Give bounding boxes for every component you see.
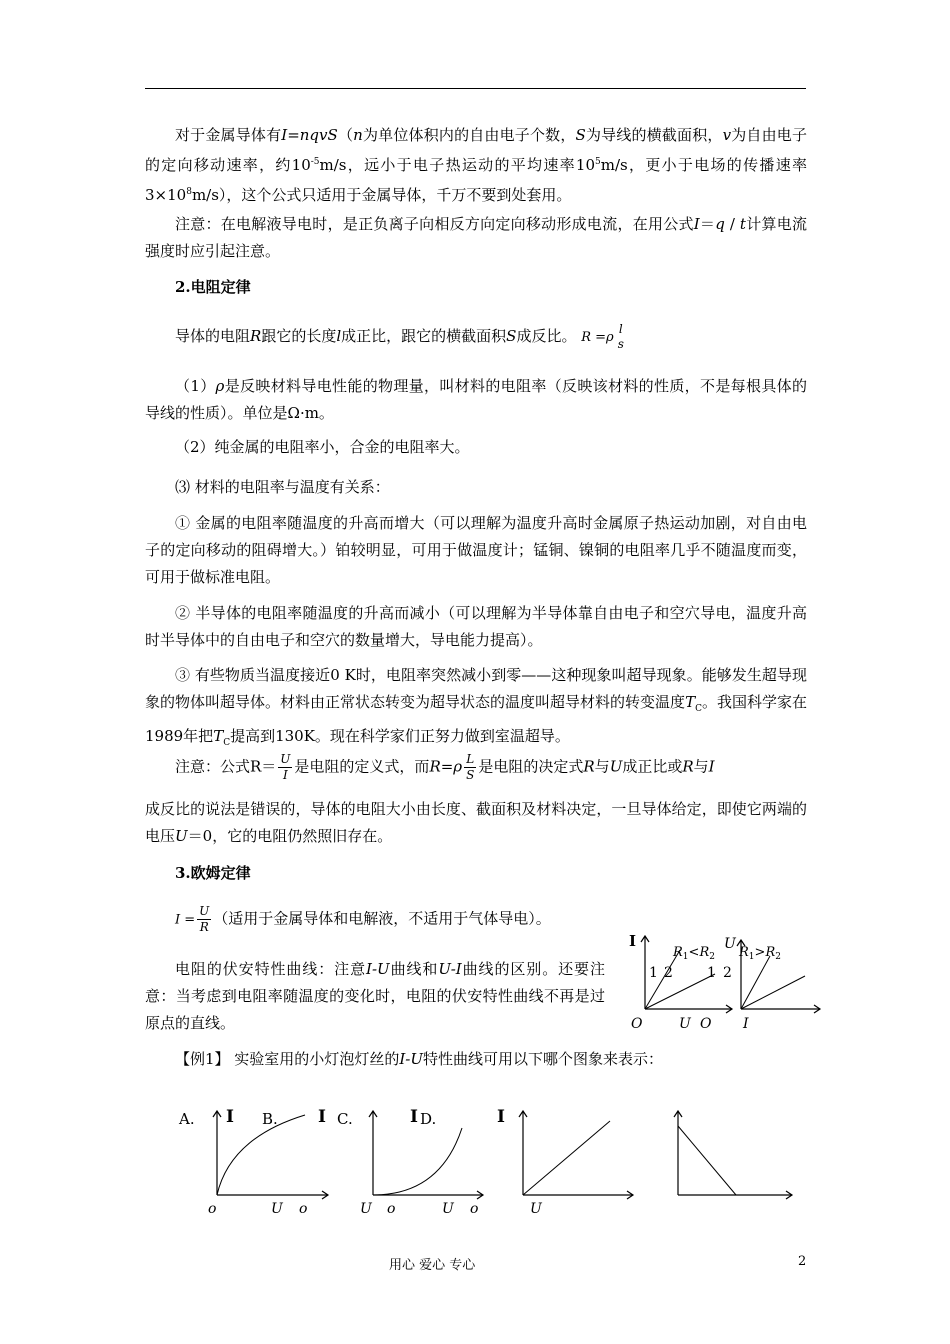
graph-a-origin: o [208,1201,217,1217]
graph-d-y-label: I [497,1107,505,1127]
paragraph-va-curve: 电阻的伏安特性曲线：注意I-U曲线和U-I曲线的区别。还要注意：当考虑到电阻率随温度的变化时，电阻的伏安特性曲线不再是过原点的直线。 [145,960,605,1032]
determination-fraction: $\frac{L}{S}$ [466,752,475,782]
graph-d-origin: o [470,1201,479,1217]
graph-d-line [678,1126,736,1195]
choice-a-label: A. [179,1110,195,1128]
graph-b-curve [373,1128,462,1195]
fig1-y-label: I [629,932,637,950]
ohms-law-formula: I = $\frac{U}{R}$ （适用于金属导体和电解液，不适用于气体导电）。 [175,904,551,934]
fig2-line-2 [741,976,805,1009]
paragraph-definition-note-line1: 注意：公式R＝ $\frac{U}{I}$ 是电阻的定义式，而R=ρ $\frac{L}{S}$ 是电阻的决定式R与U成正比或R与I [175,752,715,782]
footer-motto: 用心 爱心 专心 [389,1258,476,1273]
fig1-line-label-1: 1 [649,965,658,981]
fig1-line-label-2: 2 [664,965,673,981]
fig2-origin: O [700,1016,712,1032]
graph-b-x-label: U [360,1201,372,1217]
graph-a-y-label: I [226,1107,234,1127]
paragraph-superconductor: ③ 有些物质当温度接近0 K时，电阻率突然减小到零——这种现象叫超导现象。能够发生超导现象的物体叫超导体。材料由正常状态转变为超导状态的温度叫超导材料的转变温度$T_C$。我国科学家在1989年把$T_C$提高到130K。现在科学家们正努力做到室温超导。 [145,666,807,748]
va-curve-figure [620,928,830,1034]
paragraph-semiconductor: ② 半导体的电阻率随温度的升高而减小（可以理解为半导体靠自由电子和空穴导电，温度升高时半导体中的自由电子和空穴的数量增大，导电能力提高）。 [145,604,807,649]
graph-a-x-label: U [271,1201,283,1217]
graph-a-curve [217,1115,305,1195]
fig2-line-label-2: 2 [723,965,732,981]
definition-fraction: $\frac{U}{I}$ [280,752,291,782]
graph-c-y-label: I [410,1107,418,1127]
fig2-line-label-1: 1 [707,965,716,981]
fig2-x-label: I [743,1016,749,1032]
section-heading-resistance-law: 2.电阻定律 [175,278,251,296]
paragraph-temperature: ⑶ 材料的电阻率与温度有关系： [175,478,390,496]
paragraph-resistivity: （1）ρ是反映材料导电性能的物理量，叫材料的电阻率（反映该材料的性质，不是每根具体的导线的性质）。单位是Ω·m。 [145,377,807,422]
graph-d-x-label: U [530,1201,542,1217]
header-rule [145,88,806,89]
example-question: 【例1】 实验室用的小灯泡灯丝的I-U特性曲线可用以下哪个图象来表示： [175,1050,663,1068]
paragraph-electrolyte-note: 注意：在电解液导电时，是正负离子向相反方向定向移动形成电流，在用公式I＝q / t计算电流强度时应引起注意。 [145,215,807,260]
choice-d-label: D. [420,1110,437,1128]
paragraph-pure-metal: （2）纯金属的电阻率小，合金的电阻率大。 [175,438,470,456]
paragraph-current-formula: 对于金属导体有I=nqvS（n为单位体积内的自由电子个数，S为导线的横截面积，v为自由电子的定向移动速率，约$10^{-5}m/s$，远小于电子热运动的平均速率$10^5m/s$，更小于电场的传播速率$3\times 10^8m/s$），这个公式只适用于金属导体，千万不要到处套用。 [145,126,807,204]
fig2-y-label: U [724,936,736,952]
graph-b-origin: o [299,1201,308,1217]
paragraph-resistance-law: 导体的电阻R跟它的长度l成正比，跟它的横截面积S成反比。 R =ρ l s [175,322,624,351]
resistance-fraction: l s [617,322,624,351]
choice-c-label: C. [337,1110,353,1128]
section-heading-ohms-law: 3.欧姆定律 [175,864,251,882]
graph-c-origin: o [387,1201,396,1217]
page-number: 2 [798,1254,807,1269]
graph-c-line [523,1121,610,1195]
fig1-x-label: U [679,1016,691,1032]
fig2-condition: $R_1>R_2$ [739,945,781,962]
graph-c-x-label: U [442,1201,454,1217]
fig1-origin: O [631,1016,643,1032]
paragraph-definition-note-rest: 成反比的说法是错误的，导体的电阻大小由长度、截面积及材料决定，一旦导体给定，即使它两端的电压U＝0，它的电阻仍然照旧存在。 [145,800,807,845]
fig1-condition: $R_1<R_2$ [673,945,715,962]
ohms-law-fraction: $\frac{U}{R}$ [199,904,210,934]
graph-b-y-label: I [318,1107,326,1127]
answer-choice-graphs [170,1098,800,1223]
choice-b-label: B. [262,1110,278,1128]
paragraph-metal-resistivity: ① 金属的电阻率随温度的升高而增大（可以理解为温度升高时金属原子热运动加剧，对自由电子的定向移动的阻碍增大。）铂较明显，可用于做温度计；锰铜、镍铜的电阻率几乎不随温度而变，可用于做标准电阻。 [145,514,807,586]
